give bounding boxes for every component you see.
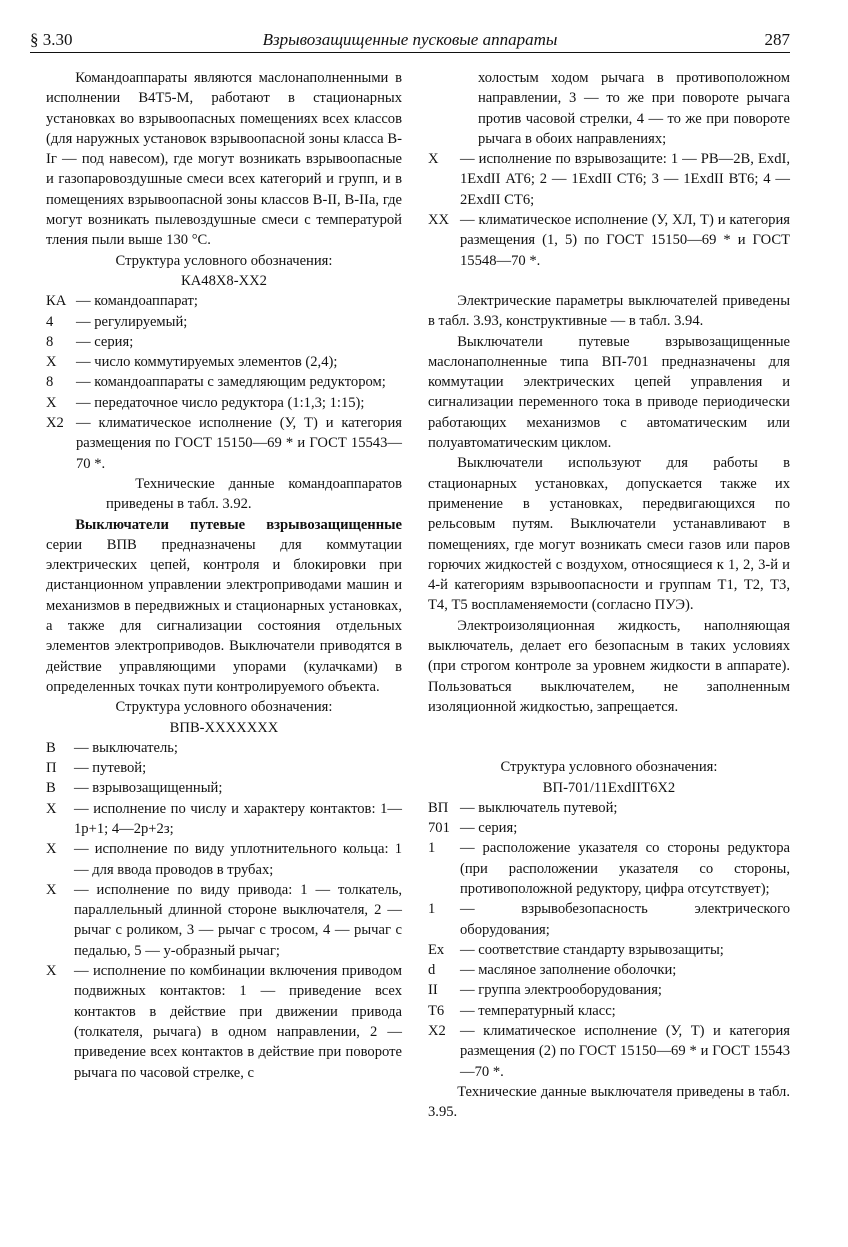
- struct2-list-continued: [428, 149, 790, 271]
- switches-text: серии ВПВ предназначены для коммутации электрических цепей, контроля и блокировки при дистанционном управлении электроприводами машин и механизмов в передвижных и стационарных установках, а также для сигнализации состояния отдельных элементов электроприводов. Выключатели приводятся в действие управляющими упорами (кулачками) в определенных точках пути контролируемого объекта.: [46, 536, 402, 695]
- definition-text: — выключатель путевой;: [460, 799, 618, 816]
- definition-item: [46, 839, 402, 880]
- struct2-heading: Структура условного обозначения:: [115, 699, 333, 716]
- definition-key: Х: [46, 354, 57, 371]
- definition-item: [428, 838, 790, 899]
- definition-item: [46, 291, 402, 311]
- continued-text: холостым ходом рычага в противоположном направлении, 3 — то же при повороте рычага против часовой стрелки, 4 — то же при повороте рычага в обоих направлениях;: [478, 70, 790, 147]
- definition-item: [428, 798, 790, 818]
- definition-text: — исполнение по виду привода: 1 — толкатель, параллельный длинной стороне выключателя, 2 — рычаг с роликом, 3 — рычаг с тросом, 4 — рычаг с педалью, 5 — у-образный рычаг;: [74, 881, 402, 959]
- definition-key: Т6: [428, 1002, 445, 1019]
- definition-text: — климатическое исполнение (У, ХЛ, Т) и категория размещения (1, 5) по ГОСТ 15150—69 * и ГОСТ 15548—70 *.: [460, 212, 790, 269]
- liquid-paragraph: Электроизоляционная жидкость, наполняющая выключатель, делает его безопасным в таких условиях (при строгом контроле за уровнем жидкости в аппарате). Пользоваться выключателем, не заполненным изоляционной жидкостью, запрещается.: [428, 617, 790, 715]
- definition-key: Х: [428, 151, 439, 168]
- definition-text: — выключатель;: [74, 739, 178, 756]
- definition-item: [46, 758, 402, 778]
- definition-text: — исполнение по комбинации включения приводом подвижных контактов: 1 — приведение всех контактов в действие при движении привода (толкателя, рычага) в одном направлении, 2 — приведение всех контактов в действие при повороте рычага по часовой стрелке, с: [74, 963, 402, 1081]
- definition-key: II: [428, 982, 438, 999]
- right-column: [428, 68, 790, 1123]
- section-number: § 3.30: [30, 30, 73, 49]
- struct3-heading: Структура условного обозначения:: [500, 759, 718, 776]
- page-number: 287: [764, 30, 790, 49]
- definition-key: Х: [46, 800, 57, 817]
- electrical-params-paragraph: Электрические параметры выключателей приведены в табл. 3.93, конструктивные — в табл. 3.94.: [428, 292, 790, 330]
- definition-key: В: [46, 739, 56, 756]
- definition-item: [428, 899, 790, 940]
- intro-paragraph: Командоаппараты являются маслонаполненными в исполнении В4Т5-М, работают в стационарных установках во взрывоопасных помещениях всех классов (для наружных установок взрывоопасной зоны класса В-Iг — под навесом), где могут возникать взрывоопасные и газопаровоздушные смеси всех категорий и групп, и в помещениях взрывоопасной зоны классов В-II, В-IIа, где могут возникать пылевоздушные смеси с температурой тления пыли выше 130 °С.: [46, 70, 402, 249]
- definition-text: — группа электрооборудования;: [460, 982, 662, 999]
- definition-key: Х2: [46, 415, 64, 432]
- definition-item: [46, 778, 402, 798]
- vp701-paragraph: Выключатели путевые взрывозащищенные маслонаполненные типа ВП-701 предназначены для коммутации электрических цепей управления и сигнализации переменного тока в приводе периодически работающих механизмов с автоматическим или полуавтоматическим циклом.: [428, 333, 790, 452]
- definition-item: [428, 960, 790, 980]
- definition-item: [46, 393, 402, 413]
- struct2-code: ВПВ-ХХХХХХХ: [169, 719, 279, 736]
- definition-text: — командоаппараты с замедляющим редуктором;: [76, 374, 386, 391]
- struct2-list: [46, 738, 402, 1083]
- definition-item: [428, 210, 790, 271]
- tech1-paragraph: Технические данные командоаппаратов приведены в табл. 3.92.: [106, 475, 402, 513]
- struct1-list: [46, 291, 402, 474]
- definition-key: 8: [46, 333, 54, 350]
- struct3-list: [428, 798, 790, 1082]
- definition-item: [428, 940, 790, 960]
- definition-text: — соответствие стандарту взрывозащиты;: [460, 941, 724, 958]
- definition-key: В: [46, 780, 56, 797]
- definition-key: ХХ: [428, 212, 450, 229]
- struct3-code: ВП-701/11ExdIIТ6Х2: [542, 779, 676, 796]
- definition-item: [428, 818, 790, 838]
- definition-item: [428, 1001, 790, 1021]
- running-title: Взрывозащищенные пусковые аппараты: [262, 30, 558, 49]
- struct1-heading: Структура условного обозначения:: [115, 252, 333, 269]
- switches-term: Выключатели путевые взрывозащищенные: [75, 516, 402, 533]
- definition-key: 8: [46, 374, 54, 391]
- left-column: [46, 68, 402, 1083]
- definition-item: [46, 332, 402, 352]
- definition-key: ВП: [428, 799, 449, 816]
- definition-key: П: [46, 760, 57, 777]
- definition-key: Х: [46, 394, 57, 411]
- definition-item: [46, 799, 402, 840]
- usage-paragraph: Выключатели используют для работы в стационарных установках, допускается также их применение в установках, передвигающихся по рельсовым путям. Выключатели устанавливают в помещениях, где могут возникать смеси газов или паров горючих жидкостей с воздухом, относящиеся к 1, 2, 3-й и 4-й категориям взрывоопасности и группам Т1, Т2, Т3, Т4, Т5 воспламеняемости (согласно ПУЭ).: [428, 455, 790, 614]
- definition-key: 701: [428, 820, 450, 837]
- definition-text: — расположение указателя со стороны редуктора (при расположении указателя со стороны, противоположной редуктору, цифра отсутствует);: [460, 840, 790, 897]
- definition-key: Х2: [428, 1023, 446, 1040]
- definition-item: [46, 880, 402, 961]
- tech3-paragraph: Технические данные выключателя приведены в табл. 3.95.: [428, 1083, 790, 1121]
- definition-key: 4: [46, 313, 54, 330]
- definition-item: [428, 980, 790, 1000]
- definition-item: [46, 961, 402, 1083]
- definition-text: — командоаппарат;: [76, 293, 198, 310]
- definition-key: 1: [428, 901, 436, 918]
- definition-text: — серия;: [460, 820, 518, 837]
- definition-key: d: [428, 962, 436, 979]
- definition-key: 1: [428, 840, 436, 857]
- definition-item: [46, 372, 402, 392]
- definition-text: — исполнение по виду уплотнительного кольца: 1 — для ввода проводов в трубах;: [74, 841, 402, 878]
- definition-text: — путевой;: [74, 760, 147, 777]
- definition-key: Х: [46, 841, 57, 858]
- definition-key: Ex: [428, 941, 445, 958]
- definition-text: — исполнение по числу и характеру контактов: 1—1р+1; 4—2р+2з;: [74, 800, 402, 837]
- definition-text: — серия;: [76, 333, 134, 350]
- definition-text: — число коммутируемых элементов (2,4);: [76, 354, 338, 371]
- definition-item: [46, 738, 402, 758]
- definition-text: — масляное заполнение оболочки;: [460, 962, 677, 979]
- definition-item: [428, 149, 790, 210]
- definition-item: [46, 352, 402, 372]
- definition-text: — температурный класс;: [460, 1002, 616, 1019]
- definition-text: — исполнение по взрывозащите: 1 — РВ—2В, ExdI, 1ExdII АТ6; 2 — 1ExdII СТ6; 3 — 1ExdII ВТ6; 4 — 2ExdII СТ6;: [460, 151, 790, 208]
- definition-text: — передаточное число редуктора (1:1,3; 1:15);: [76, 394, 365, 411]
- definition-key: Х: [46, 963, 57, 980]
- definition-text: — регулируемый;: [76, 313, 188, 330]
- struct1-code: КА48Х8-ХХ2: [181, 272, 267, 289]
- definition-text: — климатическое исполнение (У, Т) и категория размещения (2) по ГОСТ 15150—69 * и ГОСТ 15543—70 *.: [460, 1023, 790, 1080]
- definition-item: [46, 312, 402, 332]
- definition-key: КА: [46, 293, 67, 310]
- definition-text: — взрывобезопасность электрического оборудования;: [460, 901, 790, 938]
- definition-item: [428, 1021, 790, 1082]
- switches-paragraph: [46, 515, 402, 698]
- definition-item: [46, 413, 402, 474]
- definition-key: Х: [46, 881, 57, 898]
- definition-text: — климатическое исполнение (У, Т) и категория размещения по ГОСТ 15150—69 * и ГОСТ 15543—70 *.: [76, 415, 402, 472]
- definition-text: — взрывозащищенный;: [74, 780, 223, 797]
- running-header: [30, 28, 790, 53]
